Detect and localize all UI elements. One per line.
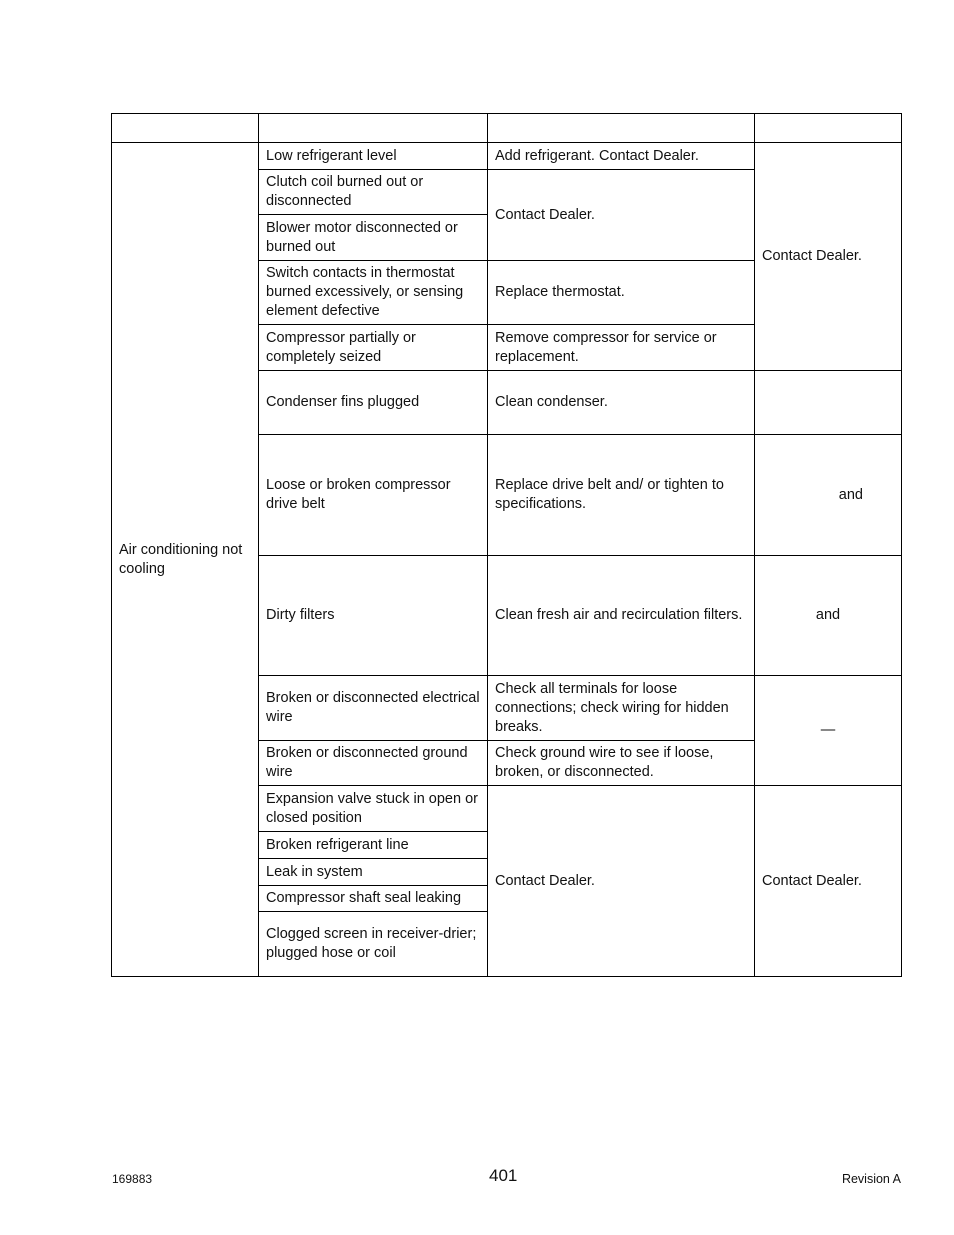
cause-cell: Clogged screen in receiver-drier; plugged hose or coil (259, 912, 488, 977)
reference-cell: and (755, 435, 902, 556)
cause-cell: Condenser fins plugged (259, 371, 488, 435)
page-number: 401 (489, 1166, 518, 1185)
solution-cell: Check all terminals for loose connections; check wiring for hidden breaks. (488, 676, 755, 741)
cause-cell: Blower motor disconnected or burned out (259, 215, 488, 261)
reference-cell: — (755, 676, 902, 786)
cause-cell: Loose or broken compressor drive belt (259, 435, 488, 556)
revision-label: Revision A (841, 1172, 901, 1186)
reference-cell: Contact Dealer. (755, 786, 902, 977)
cause-cell: Broken or disconnected ground wire (259, 741, 488, 786)
header-solution (488, 114, 755, 143)
solution-cell: Remove compressor for service or replacement. (488, 325, 755, 371)
solution-cell: Replace thermostat. (488, 261, 755, 325)
reference-cell: Contact Dealer. (755, 143, 902, 371)
cause-cell: Low refrigerant level (259, 143, 488, 170)
solution-cell: Contact Dealer. (488, 786, 755, 977)
cause-cell: Compressor partially or completely seized (259, 325, 488, 371)
cause-cell: Leak in system (259, 859, 488, 886)
troubleshooting-table (111, 113, 902, 977)
cause-cell: Dirty filters (259, 556, 488, 676)
table-header-row (112, 114, 902, 143)
table-row (112, 143, 902, 170)
header-reference (755, 114, 902, 143)
reference-cell: and (755, 556, 902, 676)
problem-cell: Air conditioning not cooling (112, 143, 259, 977)
header-problem (112, 114, 259, 143)
cause-cell: Clutch coil burned out or disconnected (259, 170, 488, 215)
solution-cell: Add refrigerant. Contact Dealer. (488, 143, 755, 170)
cause-cell: Compressor shaft seal leaking (259, 886, 488, 912)
solution-cell: Contact Dealer. (488, 170, 755, 261)
cause-cell: Switch contacts in thermostat burned excessively, or sensing element defective (259, 261, 488, 325)
cause-cell: Expansion valve stuck in open or closed position (259, 786, 488, 832)
reference-cell (755, 371, 902, 435)
solution-cell: Replace drive belt and/ or tighten to specifications. (488, 435, 755, 556)
solution-cell: Clean fresh air and recirculation filters. (488, 556, 755, 676)
solution-cell: Check ground wire to see if loose, broken, or disconnected. (488, 741, 755, 786)
header-cause (259, 114, 488, 143)
cause-cell: Broken or disconnected electrical wire (259, 676, 488, 741)
cause-cell: Broken refrigerant line (259, 832, 488, 859)
document-number: 169883 (112, 1172, 153, 1186)
solution-cell: Clean condenser. (488, 371, 755, 435)
